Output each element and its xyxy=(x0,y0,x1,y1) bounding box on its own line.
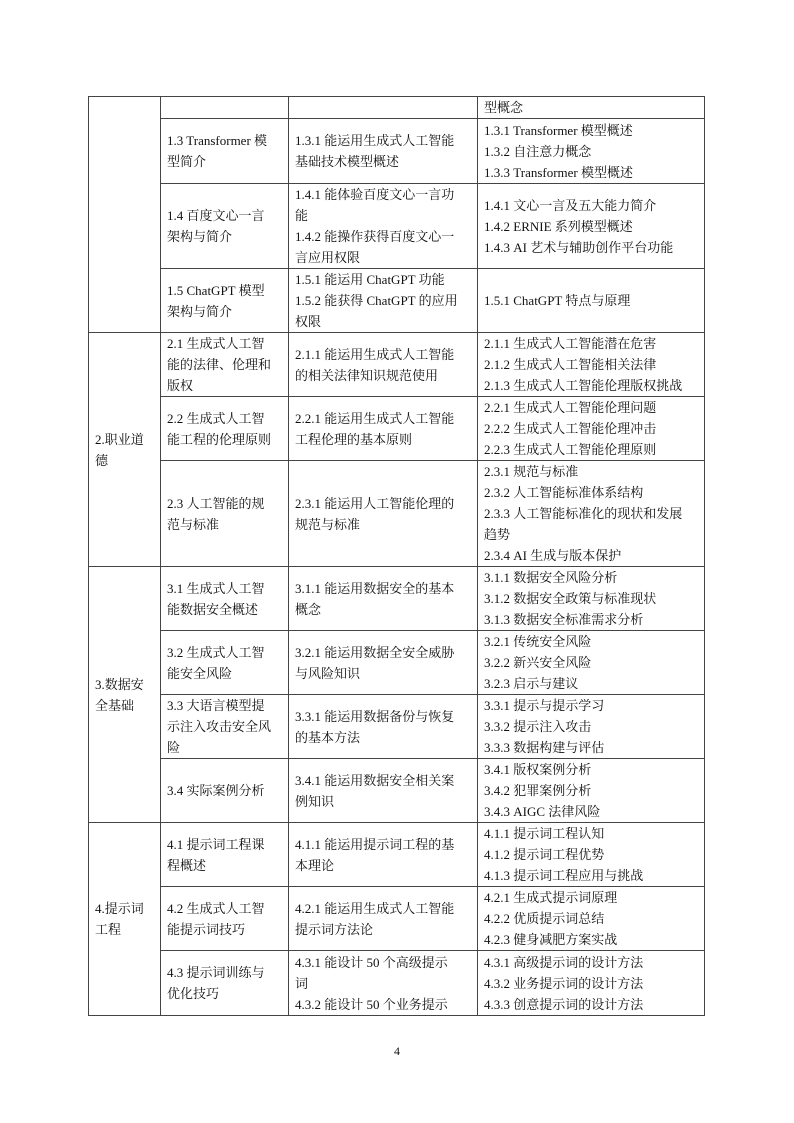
content-cell: 4.1.1 提示词工程认知 4.1.2 提示词工程优势 4.1.3 提示词工程应用与挑战 xyxy=(478,823,705,887)
skill-cell: 2.1.1 能运用生成式人工智能 的相关法律知识规范使用 xyxy=(289,333,478,397)
table-row xyxy=(89,269,705,333)
table-row xyxy=(89,461,705,567)
content-cell: 1.5.1 ChatGPT 特点与原理 xyxy=(478,269,705,333)
skill-cell: 4.2.1 能运用生成式人工智能 提示词方法论 xyxy=(289,887,478,951)
content-cell: 1.4.1 文心一言及五大能力简介 1.4.2 ERNIE 系列模型概述 1.4.3 AI 艺术与辅助创作平台功能 xyxy=(478,184,705,269)
table-row xyxy=(89,759,705,823)
skill-cell: 3.4.1 能运用数据安全相关案 例知识 xyxy=(289,759,478,823)
module-cell: 2.职业道 德 xyxy=(89,333,161,567)
table-row xyxy=(89,184,705,269)
skill-cell: 2.3.1 能运用人工智能伦理的 规范与标准 xyxy=(289,461,478,567)
unit-cell: 1.3 Transformer 模 型简介 xyxy=(161,119,289,184)
unit-cell: 2.3 人工智能的规 范与标准 xyxy=(161,461,289,567)
table-row xyxy=(89,631,705,695)
curriculum-table xyxy=(88,96,705,1016)
unit-cell: 4.1 提示词工程课 程概述 xyxy=(161,823,289,887)
table-row xyxy=(89,333,705,397)
unit-cell: 2.1 生成式人工智 能的法律、伦理和 版权 xyxy=(161,333,289,397)
module-cell xyxy=(89,97,161,333)
table-row xyxy=(89,397,705,461)
module-cell: 4.提示词 工程 xyxy=(89,823,161,1016)
skill-cell: 4.3.1 能设计 50 个高级提示 词 4.3.2 能设计 50 个业务提示 xyxy=(289,951,478,1016)
table-row xyxy=(89,823,705,887)
content-cell: 2.2.1 生成式人工智能伦理问题 2.2.2 生成式人工智能伦理冲击 2.2.3 生成式人工智能伦理原则 xyxy=(478,397,705,461)
skill-cell: 3.1.1 能运用数据安全的基本 概念 xyxy=(289,567,478,631)
content-cell: 3.4.1 版权案例分析 3.4.2 犯罪案例分析 3.4.3 AIGC 法律风险 xyxy=(478,759,705,823)
page-number: 4 xyxy=(394,1044,400,1058)
content-cell: 4.3.1 高级提示词的设计方法 4.3.2 业务提示词的设计方法 4.3.3 创意提示词的设计方法 xyxy=(478,951,705,1016)
content-cell: 2.1.1 生成式人工智能潜在危害 2.1.2 生成式人工智能相关法律 2.1.3 生成式人工智能伦理版权挑战 xyxy=(478,333,705,397)
content-cell: 3.3.1 提示与提示学习 3.3.2 提示注入攻击 3.3.3 数据构建与评估 xyxy=(478,695,705,759)
skill-cell: 1.5.1 能运用 ChatGPT 功能 1.5.2 能获得 ChatGPT 的应用 权限 xyxy=(289,269,478,333)
unit-cell: 3.1 生成式人工智 能数据安全概述 xyxy=(161,567,289,631)
skill-cell xyxy=(289,97,478,119)
unit-cell: 4.2 生成式人工智 能提示词技巧 xyxy=(161,887,289,951)
skill-cell: 4.1.1 能运用提示词工程的基 本理论 xyxy=(289,823,478,887)
module-cell: 3.数据安 全基础 xyxy=(89,567,161,823)
unit-cell: 4.3 提示词训练与 优化技巧 xyxy=(161,951,289,1016)
skill-cell: 3.3.1 能运用数据备份与恢复 的基本方法 xyxy=(289,695,478,759)
content-cell: 4.2.1 生成式提示词原理 4.2.2 优质提示词总结 4.2.3 健身减肥方案实战 xyxy=(478,887,705,951)
content-cell: 型概念 xyxy=(478,97,705,119)
content-cell: 3.2.1 传统安全风险 3.2.2 新兴安全风险 3.2.3 启示与建议 xyxy=(478,631,705,695)
table-row xyxy=(89,567,705,631)
unit-cell: 1.5 ChatGPT 模型 架构与简介 xyxy=(161,269,289,333)
skill-cell: 1.4.1 能体验百度文心一言功 能 1.4.2 能操作获得百度文心一 言应用权限 xyxy=(289,184,478,269)
skill-cell: 1.3.1 能运用生成式人工智能 基础技术模型概述 xyxy=(289,119,478,184)
unit-cell: 3.4 实际案例分析 xyxy=(161,759,289,823)
table-row xyxy=(89,119,705,184)
table-row xyxy=(89,951,705,1016)
unit-cell: 3.3 大语言模型提 示注入攻击安全风 险 xyxy=(161,695,289,759)
content-cell: 2.3.1 规范与标准 2.3.2 人工智能标准体系结构 2.3.3 人工智能标准化的现状和发展 趋势 2.3.4 AI 生成与版本保护 xyxy=(478,461,705,567)
content-cell: 1.3.1 Transformer 模型概述 1.3.2 自注意力概念 1.3.3 Transformer 模型概述 xyxy=(478,119,705,184)
unit-cell: 1.4 百度文心一言 架构与简介 xyxy=(161,184,289,269)
content-cell: 3.1.1 数据安全风险分析 3.1.2 数据安全政策与标准现状 3.1.3 数据安全标准需求分析 xyxy=(478,567,705,631)
skill-cell: 3.2.1 能运用数据全安全威胁 与风险知识 xyxy=(289,631,478,695)
unit-cell xyxy=(161,97,289,119)
unit-cell: 2.2 生成式人工智 能工程的伦理原则 xyxy=(161,397,289,461)
skill-cell: 2.2.1 能运用生成式人工智能 工程伦理的基本原则 xyxy=(289,397,478,461)
table-row xyxy=(89,887,705,951)
table-row xyxy=(89,97,705,119)
unit-cell: 3.2 生成式人工智 能安全风险 xyxy=(161,631,289,695)
table-row xyxy=(89,695,705,759)
